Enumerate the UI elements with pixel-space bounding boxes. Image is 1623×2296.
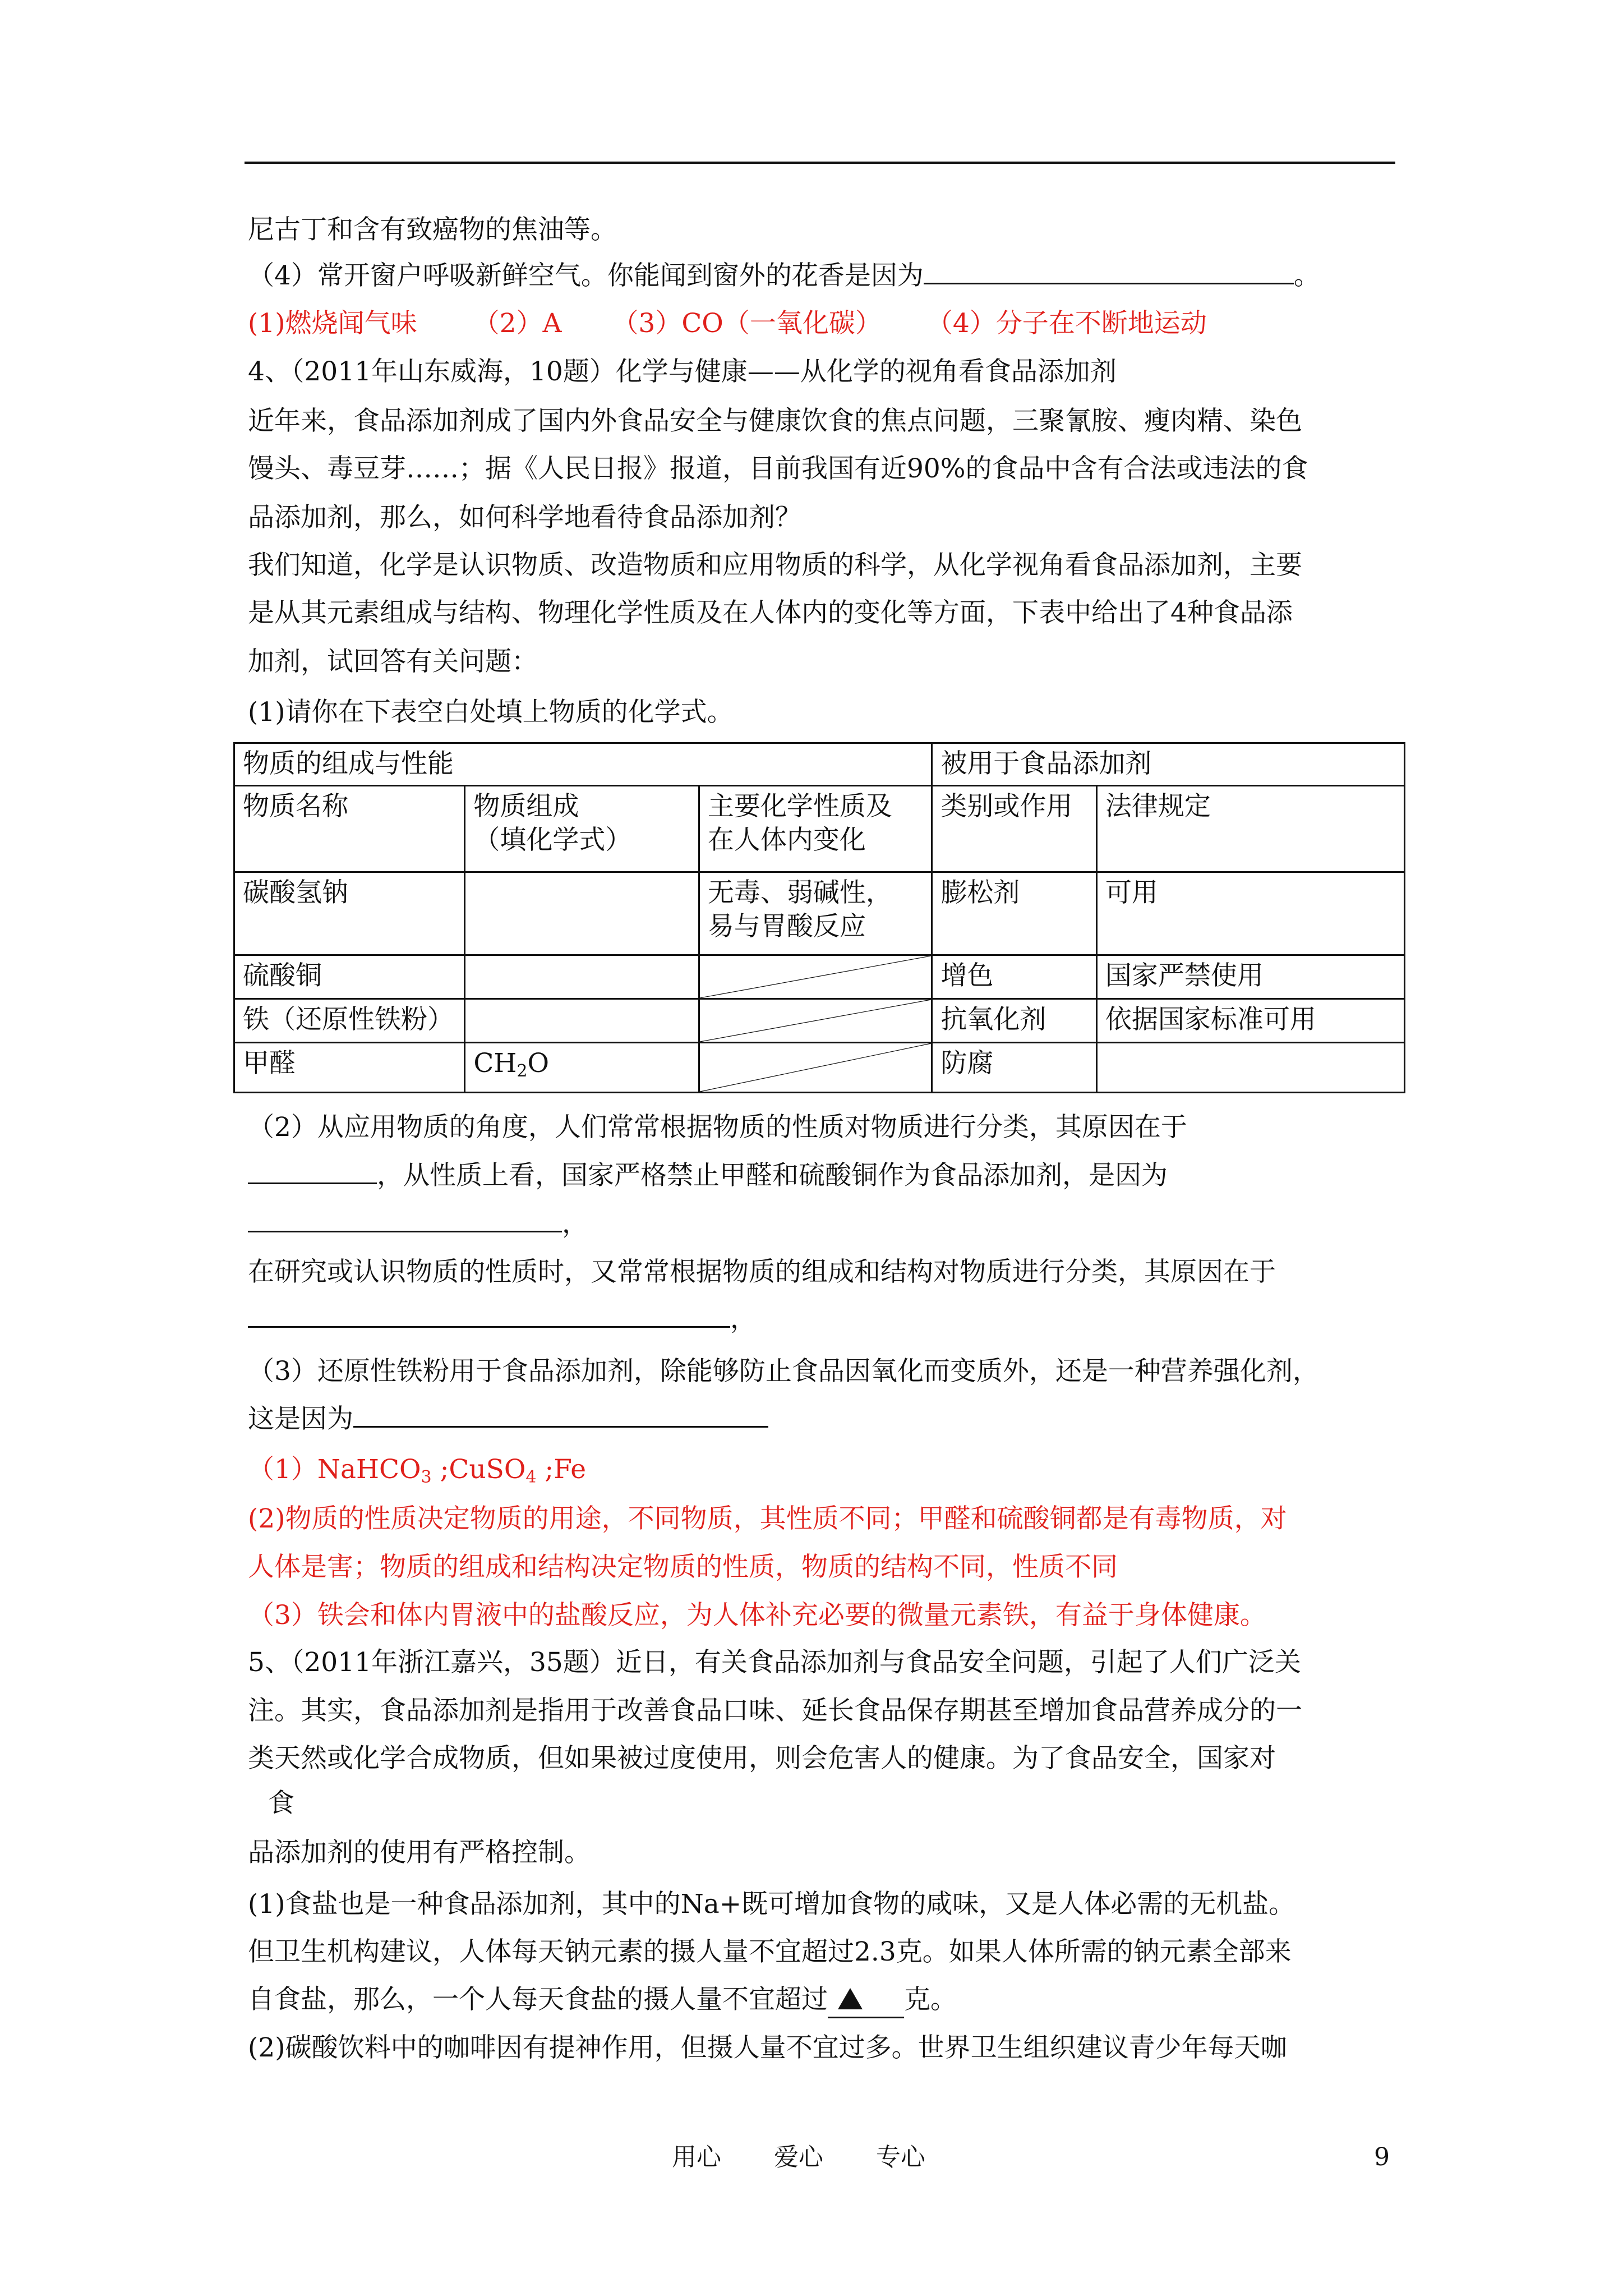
text-line: 品添加剂，那么，如何科学地看待食品添加剂？ [248,502,801,533]
question-5-sub1-cont: 自食盐，那么，一个人每天食盐的摄人量不宜超过 克。 [248,1983,957,2018]
table-cell: 铁（还原性铁粉） [234,999,465,1043]
text-line: 是从其元素组成与结构、物理化学性质及在人体内的变化等方面，下表中给出了4种食品添 [248,597,1293,628]
answer-line: (1)燃烧闻气味 （2）A （3）CO（一氧化碳） （4）分子在不断地运动 [248,308,1207,339]
table-cell: 硫酸铜 [234,955,465,999]
question-4-sub4: （4）常开窗户呼吸新鲜空气。你能闻到窗外的花香是因为 。 [248,260,1320,291]
text-line: 食 [268,1788,294,1819]
text-line: 加剂，试回答有关问题： [248,646,538,677]
question-4-sub2-cont: ， [248,1207,588,1241]
table-header-cell: 物质组成 （填化学式） [465,786,699,872]
answer-blank [924,260,1294,284]
table-row [234,955,1405,999]
table-cell: 国家严禁使用 [1096,955,1404,999]
text-line: (1)请你在下表空白处填上物质的化学式。 [248,697,734,728]
answer-blank [248,1160,377,1184]
question-4-title: 4、（2011年山东威海，10题）化学与健康——从化学的视角看食品添加剂 [248,356,1117,387]
table-cell-crossed [699,1043,932,1093]
table-row [234,872,1405,955]
table-header-cell: 被用于食品添加剂 [932,743,1405,786]
question-4-sub2: （2）从应用物质的角度，人们常常根据物质的性质对物质进行分类，其原因在于 [248,1112,1187,1143]
table-header-cell: 物质名称 [234,786,465,872]
page-number: 9 [1374,2143,1390,2171]
text-line: 近年来，食品添加剂成了国内外食品安全与健康饮食的焦点问题，三聚氰胺、瘦肉精、染色 [248,406,1302,436]
question-4-sub2-cont: ，从性质上看，国家严格禁止甲醛和硫酸铜作为食品添加剂，是因为 [248,1159,1168,1193]
answer-2: (2)物质的性质决定物质的用途，不同物质，其性质不同；甲醛和硫酸铜都是有毒物质，对 [248,1503,1287,1534]
footer-text: 爱心 [774,2143,823,2171]
table-cell: 碳酸氢钠 [234,872,465,955]
question-4-sub2-cont: ， [248,1303,757,1336]
table-cell [1096,1043,1404,1093]
question-5-sub1: (1)食盐也是一种食品添加剂，其中的Na+既可增加食物的咸味，又是人体必需的无机盐。 [248,1889,1295,1920]
table-header-cell: 主要化学性质及 在人体内变化 [699,786,932,872]
table-cell-crossed [699,999,932,1043]
table-cell [465,999,699,1043]
table-cell: 增色 [932,955,1097,999]
table-row [234,1043,1405,1093]
triangle-icon [838,1988,863,2009]
table-cell: 膨松剂 [932,872,1097,955]
question-4-sub3-cont: 这是因为 [248,1402,768,1436]
table-header-cell: 类别或作用 [932,786,1097,872]
table-header-cell: 法律规定 [1096,786,1404,872]
table-cell [465,955,699,999]
header-rule [245,162,1395,164]
table-header-cell: 物质的组成与性能 [234,743,932,786]
answer-blank [248,1304,730,1328]
question-4-sub3: （3）还原性铁粉用于食品添加剂，除能够防止食品因氧化而变质外，还是一种营养强化剂， [248,1356,1319,1387]
text-line: 品添加剂的使用有严格控制。 [248,1837,591,1868]
question-5-sub2: (2)碳酸饮料中的咖啡因有提神作用，但摄人量不宜过多。世界卫生组织建议青少年每天咖 [248,2032,1287,2063]
table-cell-crossed [699,955,932,999]
text-line: 注。其实，食品添加剂是指用于改善食品口味、延长食品保存期甚至增加食品营养成分的一 [248,1695,1302,1726]
additives-table [233,742,1405,1093]
table-cell: 无毒、弱碱性， 易与胃酸反应 [699,872,932,955]
text-line: 在研究或认识物质的性质时，又常常根据物质的组成和结构对物质进行分类，其原因在于 [248,1257,1276,1287]
footer-text: 专心 [876,2143,925,2171]
answer-blank [248,1208,562,1232]
table-cell: $CH_2O$ [465,1043,699,1093]
table-cell: 依据国家标准可用 [1096,999,1404,1043]
text-line: 尼古丁和含有致癌物的焦油等。 [248,214,617,245]
table-cell: 防腐 [932,1043,1097,1093]
table-row [234,999,1405,1043]
text-line: 馒头、毒豆芽……；据《人民日报》报道，目前我国有近90%的食品中含有合法或违法的食 [248,453,1308,484]
table-cell: 可用 [1096,872,1404,955]
question-5-title: 5、（2011年浙江嘉兴，35题）近日，有关食品添加剂与食品安全问题，引起了人们广泛关 [248,1647,1301,1678]
answer-2-cont: 人体是害；物质的组成和结构决定物质的性质，物质的结构不同，性质不同 [248,1552,1118,1582]
text-line: 类天然或化学合成物质，但如果被过度使用，则会危害人的健康。为了食品安全，国家对 [248,1743,1276,1774]
text-line: 我们知道，化学是认识物质、改造物质和应用物质的科学，从化学视角看食品添加剂，主要 [248,550,1302,581]
answer-3: （3）铁会和体内胃液中的盐酸反应，为人体补充必要的微量元素铁，有益于身体健康。 [248,1600,1266,1631]
table-cell: 抗氧化剂 [932,999,1097,1043]
footer-text: 用心 [672,2143,721,2171]
answer-blank [353,1404,768,1428]
text-line: 但卫生机构建议，人体每天钠元素的摄人量不宜超过2.3克。如果人体所需的钠元素全部来 [248,1936,1292,1967]
table-cell: 甲醛 [234,1043,465,1093]
answer-1: （1）NaHCO$_3$ ;CuSO$_4$ ;Fe [248,1454,587,1487]
table-cell [465,872,699,955]
